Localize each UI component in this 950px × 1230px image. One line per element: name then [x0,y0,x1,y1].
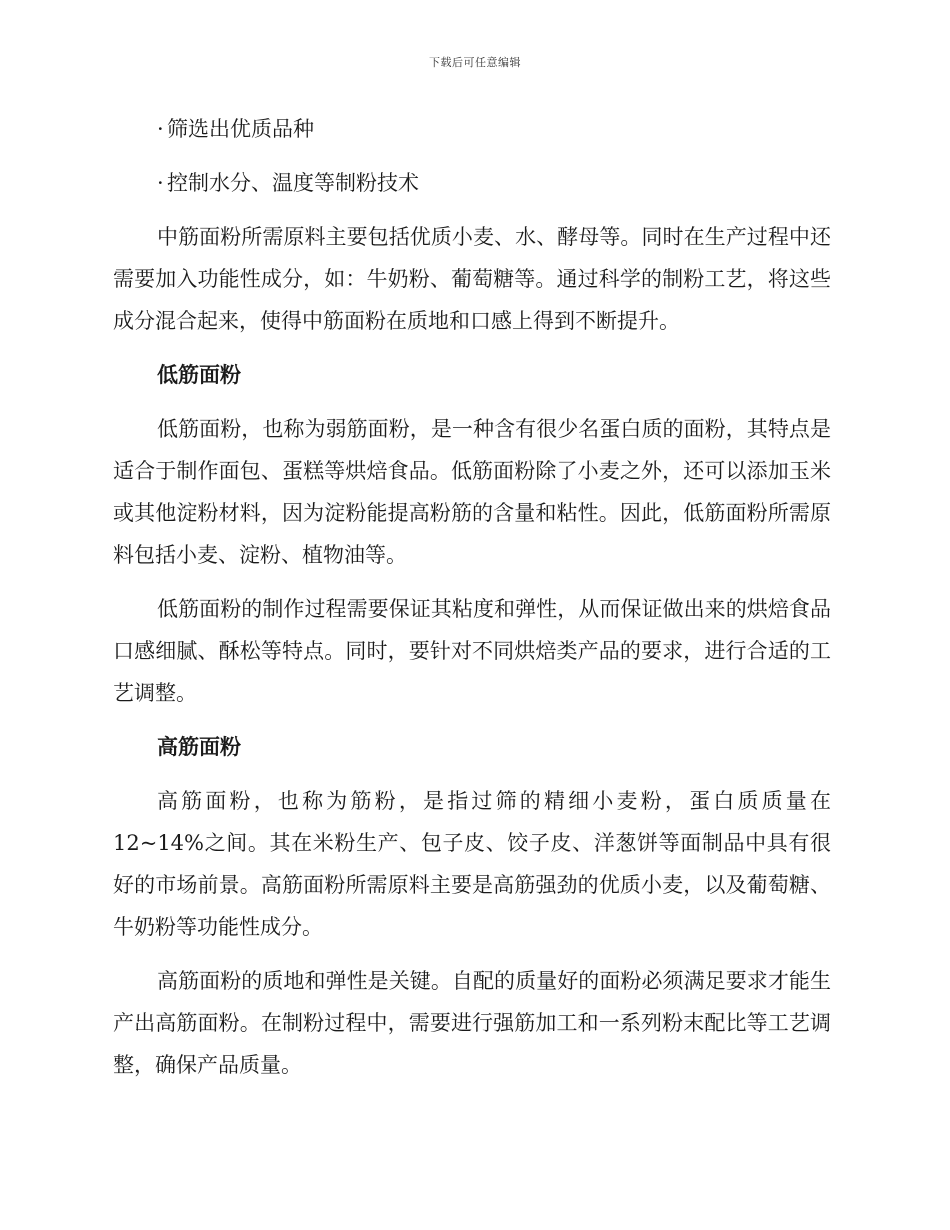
paragraph: 低筋面粉，也称为弱筋面粉，是一种含有很少名蛋白质的面粉，其特点是适合于制作面包、蛋糕等烘焙食品。低筋面粉除了小麦之外，还可以添加玉米或其他淀粉材料，因为淀粉能提高粉筋的含量和粘性。因此，低筋面粉所需原料包括小麦、淀粉、植物油等。 [113,417,831,567]
document-body [113,108,831,1098]
bullet-text: 筛选出优质品种 [167,117,314,141]
section-heading-low-gluten: 低筋面粉 [157,363,241,387]
bullet-text: 控制水分、温度等制粉技术 [167,171,419,195]
bullet-item [113,108,831,150]
paragraph: 高筋面粉，也称为筋粉，是指过筛的精细小麦粉，蛋白质质量在12~14%之间。其在米粉生产、包子皮、饺子皮、洋葱饼等面制品中具有很好的市场前景。高筋面粉所需原料主要是高筋强劲的优质小麦，以及葡萄糖、牛奶粉等功能性成分。 [113,789,831,939]
paragraph: 低筋面粉的制作过程需要保证其粘度和弹性，从而保证做出来的烘焙食品口感细腻、酥松等特点。同时，要针对不同烘焙类产品的要求，进行合适的工艺调整。 [113,597,831,705]
paragraph: 高筋面粉的质地和弹性是关键。自配的质量好的面粉必须满足要求才能生产出高筋面粉。在制粉过程中，需要进行强筋加工和一系列粉末配比等工艺调整，确保产品质量。 [113,969,831,1077]
bullet-dot: · [157,117,164,141]
bullet-dot: · [157,171,164,195]
intro-paragraph: 中筋面粉所需原料主要包括优质小麦、水、酵母等。同时在生产过程中还需要加入功能性成分，如：牛奶粉、葡萄糖等。通过科学的制粉工艺，将这些成分混合起来，使得中筋面粉在质地和口感上得到不断提升。 [113,225,831,333]
section-heading-high-gluten: 高筋面粉 [157,735,241,759]
header-note: 下载后可任意编辑 [429,56,521,69]
bullet-item [113,162,831,204]
